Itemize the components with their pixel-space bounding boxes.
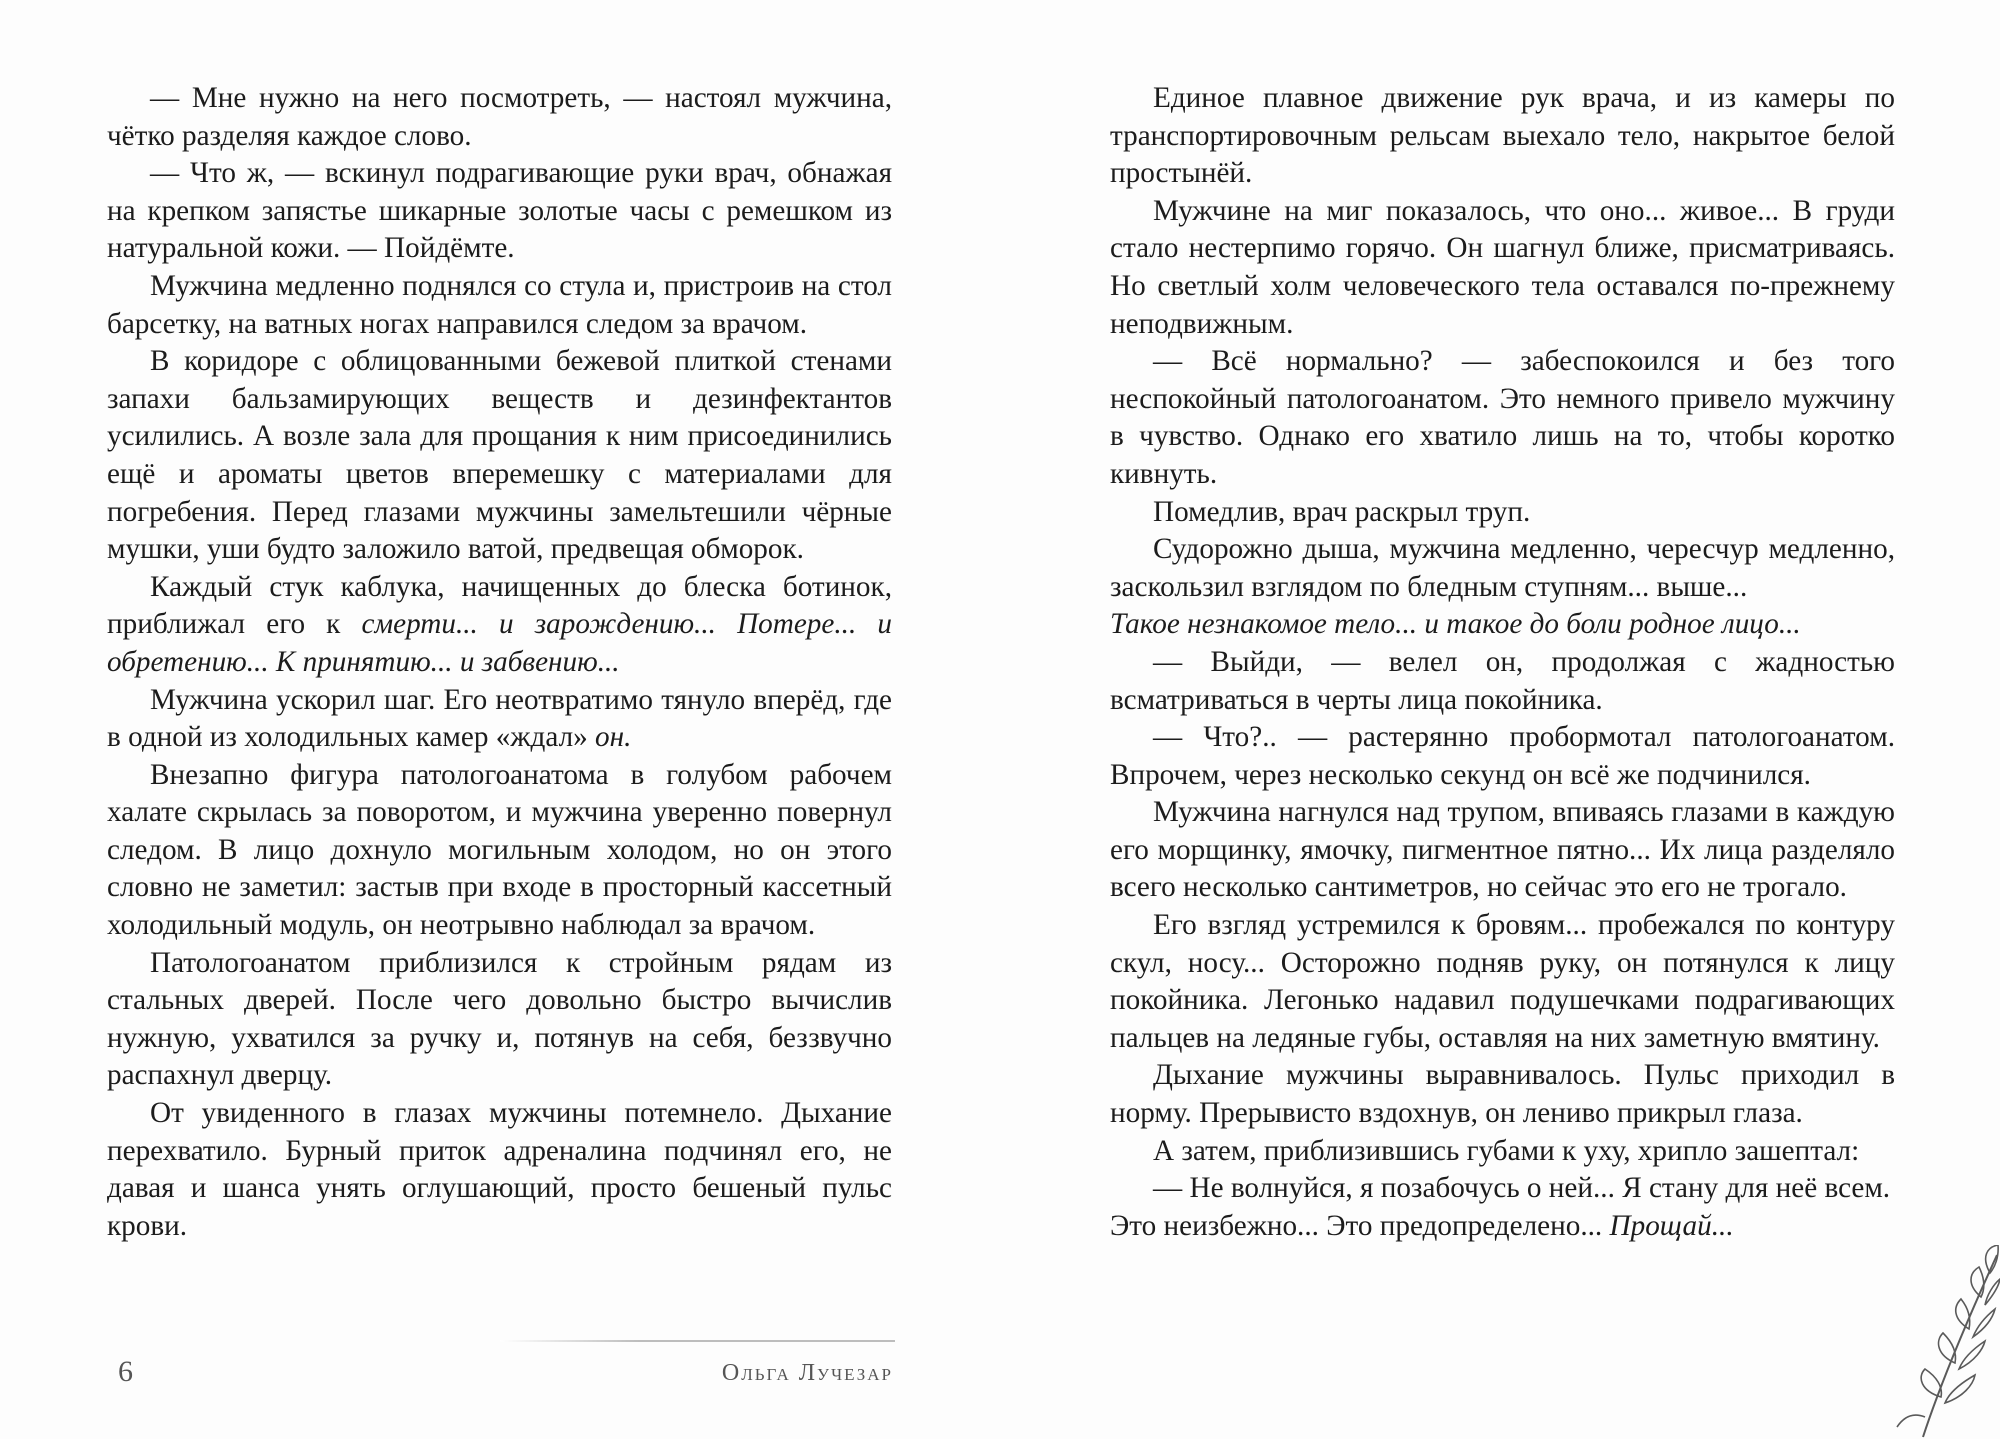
- italic-run: Прощай...: [1609, 1209, 1734, 1242]
- paragraph: [107, 343, 892, 569]
- paragraph: [107, 569, 892, 682]
- text-run: От увиденного в глазах мужчины потемнело. Дыхание перехватило. Бурный приток адреналина подчинял его, не давая и шанса унять оглушающий, просто бешеный пульс крови.: [107, 1097, 892, 1242]
- text-run: Единое плавное движение рук врача, и из камеры по транспортировочным рельсам выехало тело, накрытое белой простынёй.: [1110, 82, 1895, 190]
- wheat-sprig-icon: [1895, 1245, 2000, 1439]
- text-run: Патологоанатом приблизился к стройным рядам из стальных дверей. После чего довольно быстро вычислив нужную, ухватился за ручку и, потянув на себя, беззвучно распахнул дверцу.: [107, 946, 892, 1092]
- paragraph: [1110, 719, 1895, 794]
- italic-run: Такое незнакомое тело... и такое до боли родное лицо...: [1110, 608, 1801, 641]
- paragraph: [1110, 606, 1895, 644]
- paragraph: [1110, 1208, 1895, 1246]
- italic-run: смерти... и зарождению... Потере... и обретению... К принятию... и забвению...: [107, 608, 892, 678]
- paragraph: [1110, 80, 1895, 193]
- text-run: Мужчина ускорил шаг. Его неотвратимо тянуло вперёд, где в одной из холодильных камер «ждал»: [107, 683, 892, 754]
- paragraph: [107, 155, 892, 268]
- text-run: Помедлив, врач раскрыл труп.: [1153, 495, 1531, 528]
- running-head-author: Ольга Лучезар: [721, 1360, 893, 1386]
- italic-run: он.: [595, 721, 632, 754]
- text-run: Мужчине на миг показалось, что оно... живое... В груди стало нестерпимо горячо. Он шагнул ближе, присматриваясь. Но светлый холм человеческого тела оставался по-прежнему неподвижным.: [1110, 194, 1895, 340]
- paragraph: [1110, 494, 1895, 532]
- footer-rule: [500, 1340, 895, 1342]
- paragraph: [1110, 1133, 1895, 1171]
- paragraph: [107, 757, 892, 945]
- text-run: Внезапно фигура патологоанатома в голубом рабочем халате скрылась за поворотом, и мужчина уверенно повернул следом. В лицо дохнуло могильным холодом, но он этого словно не заметил: застыв при входе в просторный кассетный холодильный модуль, он неотрывно наблюдал за врачом.: [107, 758, 892, 942]
- paragraph: [1110, 644, 1895, 719]
- text-run: Его взгляд устремился к бровям... пробежался по контуру скул, носу... Осторожно подняв руку, он потянулся к лицу покойника. Легонько надавил подушечками подрагивающих пальцев на ледяные губы, оставляя на них заметную вмятину.: [1110, 909, 1895, 1054]
- text-run: — Что?.. — растерянно пробормотал патологоанатом. Впрочем, через несколько секунд он всё же подчинился.: [1110, 721, 1895, 791]
- paragraph: [107, 945, 892, 1095]
- text-run: А затем, приблизившись губами к уху, хрипло зашептал:: [1153, 1134, 1860, 1167]
- text-run: Мужчина медленно поднялся со стула и, пристроив на стол барсетку, на ватных ногах направился следом за врачом.: [107, 269, 892, 340]
- text-run: Это неизбежно... Это предопределено...: [1110, 1209, 1610, 1242]
- page-number: 6: [118, 1355, 133, 1388]
- right-page-text: [1110, 80, 1895, 1245]
- paragraph: [1110, 1057, 1895, 1132]
- paragraph: [1110, 907, 1895, 1057]
- text-run: Судорожно дыша, мужчина медленно, чересчур медленно, заскользил взглядом по бледным ступням... выше...: [1110, 533, 1895, 603]
- text-run: Каждый стук каблука, начищенных до блеска ботинок, приближал его к: [107, 570, 892, 641]
- left-page-text: [107, 80, 892, 1245]
- text-run: — Выйди, — велел он, продолжая с жадностью всматриваться в черты лица покойника.: [1110, 645, 1895, 716]
- paragraph: [107, 268, 892, 343]
- text-run: — Всё нормально? — забеспокоился и без того неспокойный патологоанатом. Это немного привело мужчину в чувство. Однако его хватило лишь на то, чтобы коротко кивнуть.: [1110, 345, 1895, 490]
- text-run: — Что ж, — вскинул подрагивающие руки врач, обнажая на крепком запястье шикарные золотые часы с ремешком из натуральной кожи. — Пойдёмте.: [107, 157, 892, 265]
- text-run: В коридоре с облицованными бежевой плиткой стенами запахи бальзамирующих веществ и дезинфектантов усилились. А возле зала для прощания к ним присоединились ещё и ароматы цветов вперемешку с материалами для погребения. Перед глазами мужчины замельтешили чёрные мушки, уши будто заложило ватой, предвещая обморок.: [107, 345, 892, 566]
- paragraph: [107, 682, 892, 757]
- text-run: Дыхание мужчины выравнивалось. Пульс приходил в норму. Прерывисто вздохнув, он лениво прикрыл глаза.: [1110, 1059, 1895, 1130]
- text-run: Мужчина нагнулся над трупом, впиваясь глазами в каждую его морщинку, ямочку, пигментное пятно... Их лица разделяло всего несколько сантиметров, но сейчас это его не трогало.: [1110, 796, 1895, 904]
- text-run: — Не волнуйся, я позабочусь о ней... Я стану для неё всем.: [1153, 1172, 1891, 1205]
- paragraph: [1110, 794, 1895, 907]
- paragraph: [1110, 531, 1895, 606]
- text-run: — Мне нужно на него посмотреть, — настоял мужчина, чётко разделяя каждое слово.: [107, 82, 892, 152]
- paragraph: [1110, 1170, 1895, 1208]
- paragraph: [1110, 343, 1895, 493]
- paragraph: [107, 1095, 892, 1245]
- paragraph: [1110, 193, 1895, 343]
- paragraph: [107, 80, 892, 155]
